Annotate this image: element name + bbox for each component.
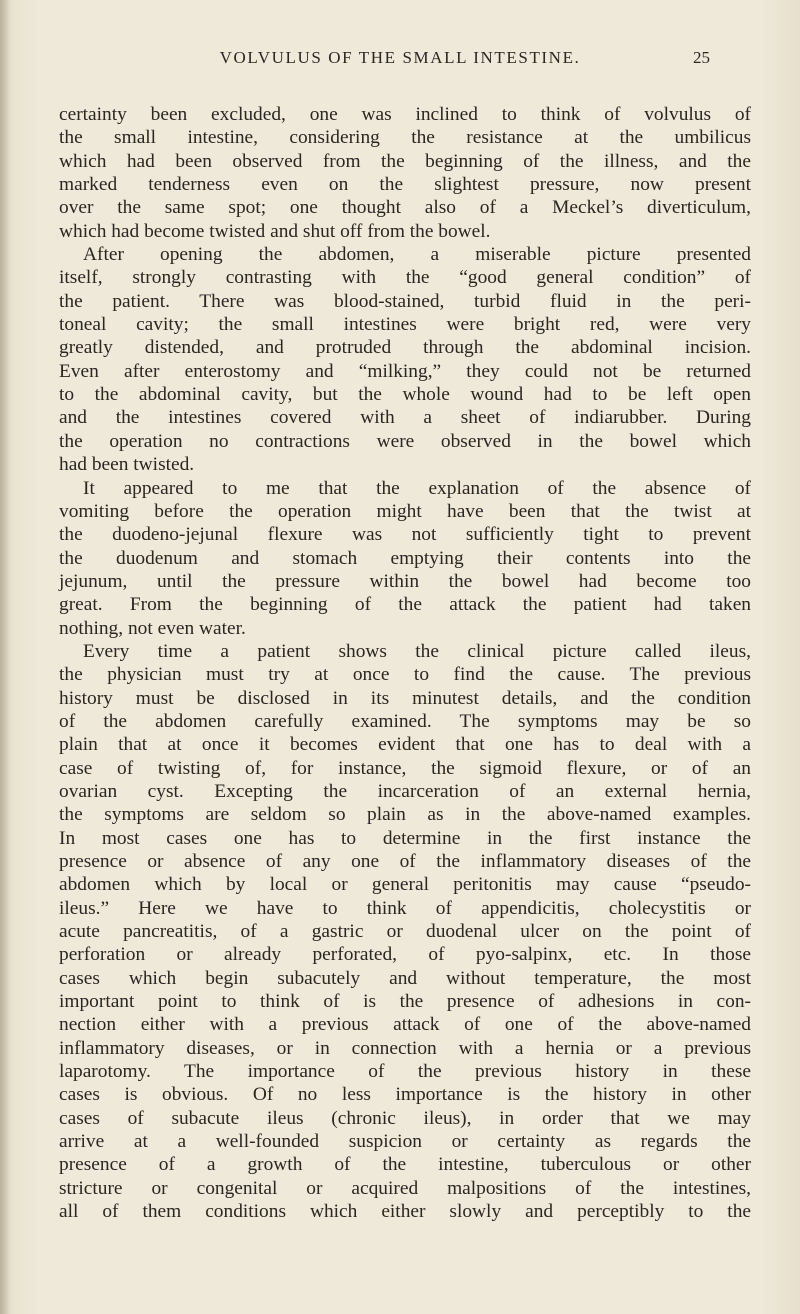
page-number: 25 [693,48,710,67]
text-line: abdomen which by local or general peritonitis may cause “pseudo- [59,874,751,896]
text-line: presence or absence of any one of the inflammatory diseases of the [59,851,751,872]
text-line: toneal cavity; the small intestines were bright red, were very [59,314,751,336]
text-line: nothing, not even water. [59,617,246,639]
text-line: stricture or congenital or acquired malpositions of the intestines, [59,1177,751,1199]
text-line: jejunum, until the pressure within the bowel had become too [59,570,751,592]
text-line: cases which begin subacutely and without temperature, the most [59,967,751,989]
text-line: history must be disclosed in its minutest details, and the condition [59,687,751,709]
text-line: the operation no contractions were observed in the bowel which [59,430,751,452]
text-line: to the abdominal cavity, but the whole wound had to be left open [59,384,751,406]
text-line: marked tenderness even on the slightest pressure, now present [59,174,751,196]
text-line: cases of subacute ileus (chronic ileus), in order that we may [59,1107,751,1129]
text-line: the duodenum and stomach emptying their contents into the [59,547,751,569]
text-line: arrive at a well-founded suspicion or certainty as regards the [59,1131,751,1153]
text-line: perforation or already perforated, of pyo-salpinx, etc. In those [59,944,751,966]
text-line: After opening the abdomen, a miserable picture presented [83,244,751,266]
text-line: cases is obvious. Of no less importance is the history in other [59,1084,751,1106]
body-text [59,103,751,1224]
text-line: which had become twisted and shut off from the bowel. [59,220,491,242]
text-line: nection either with a previous attack of one of the above-named [59,1014,751,1036]
text-line: presence of a growth of the intestine, tuberculous or other [59,1154,751,1176]
text-line: acute pancreatitis, of a gastric or duodenal ulcer on the point of [59,921,751,943]
text-line: and the intestines covered with a sheet of indiarubber. During [59,407,751,429]
text-line: It appeared to me that the explanation of the absence of [83,477,751,499]
text-line: case of twisting of, for instance, the sigmoid flexure, or of an [59,757,751,779]
text-line: important point to think of is the presence of adhesions in con- [59,991,751,1013]
text-line: Even after enterostomy and “milking,” they could not be returned [59,360,751,382]
text-line: which had been observed from the beginning of the illness, and the [59,150,751,172]
text-line: itself, strongly contrasting with the “good general condition” of [59,267,751,289]
binding-shadow [0,0,10,1314]
text-line: laparotomy. The importance of the previous history in these [59,1061,751,1083]
text-line: all of them conditions which either slowly and perceptibly to the [59,1201,751,1223]
text-line: had been twisted. [59,454,195,476]
text-line: In most cases one has to determine in the first instance the [59,827,751,849]
text-line: of the abdomen carefully examined. The symptoms may be so [59,710,751,732]
text-line: the duodeno-jejunal flexure was not sufficiently tight to prevent [59,524,751,546]
running-head [0,48,800,78]
text-line: greatly distended, and protruded through the abdominal incision. [59,337,751,359]
text-line: vomiting before the operation might have been that the twist at [59,500,751,522]
text-line: the symptoms are seldom so plain as in the above-named examples. [59,804,751,826]
text-line: ovarian cyst. Excepting the incarceration of an external hernia, [59,780,751,802]
text-line: inflammatory diseases, or in connection with a hernia or a previous [59,1037,751,1059]
text-line: the physician must try at once to find the cause. The previous [59,664,751,686]
text-line: certainty been excluded, one was inclined to think of volvulus of [59,104,751,125]
text-line: the small intestine, considering the resistance at the umbilicus [59,127,751,149]
text-line: over the same spot; one thought also of a Meckel’s diverticulum, [59,197,751,219]
text-line: plain that at once it becomes evident that one has to deal with a [59,734,751,756]
running-title: VOLVULUS OF THE SMALL INTESTINE. [219,48,581,67]
text-line: great. From the beginning of the attack the patient had taken [59,594,751,616]
text-line: Every time a patient shows the clinical picture called ileus, [83,640,751,662]
text-line: ileus.” Here we have to think of appendicitis, cholecystitis or [59,897,751,919]
text-line: the patient. There was blood-stained, turbid fluid in the peri- [59,290,751,312]
